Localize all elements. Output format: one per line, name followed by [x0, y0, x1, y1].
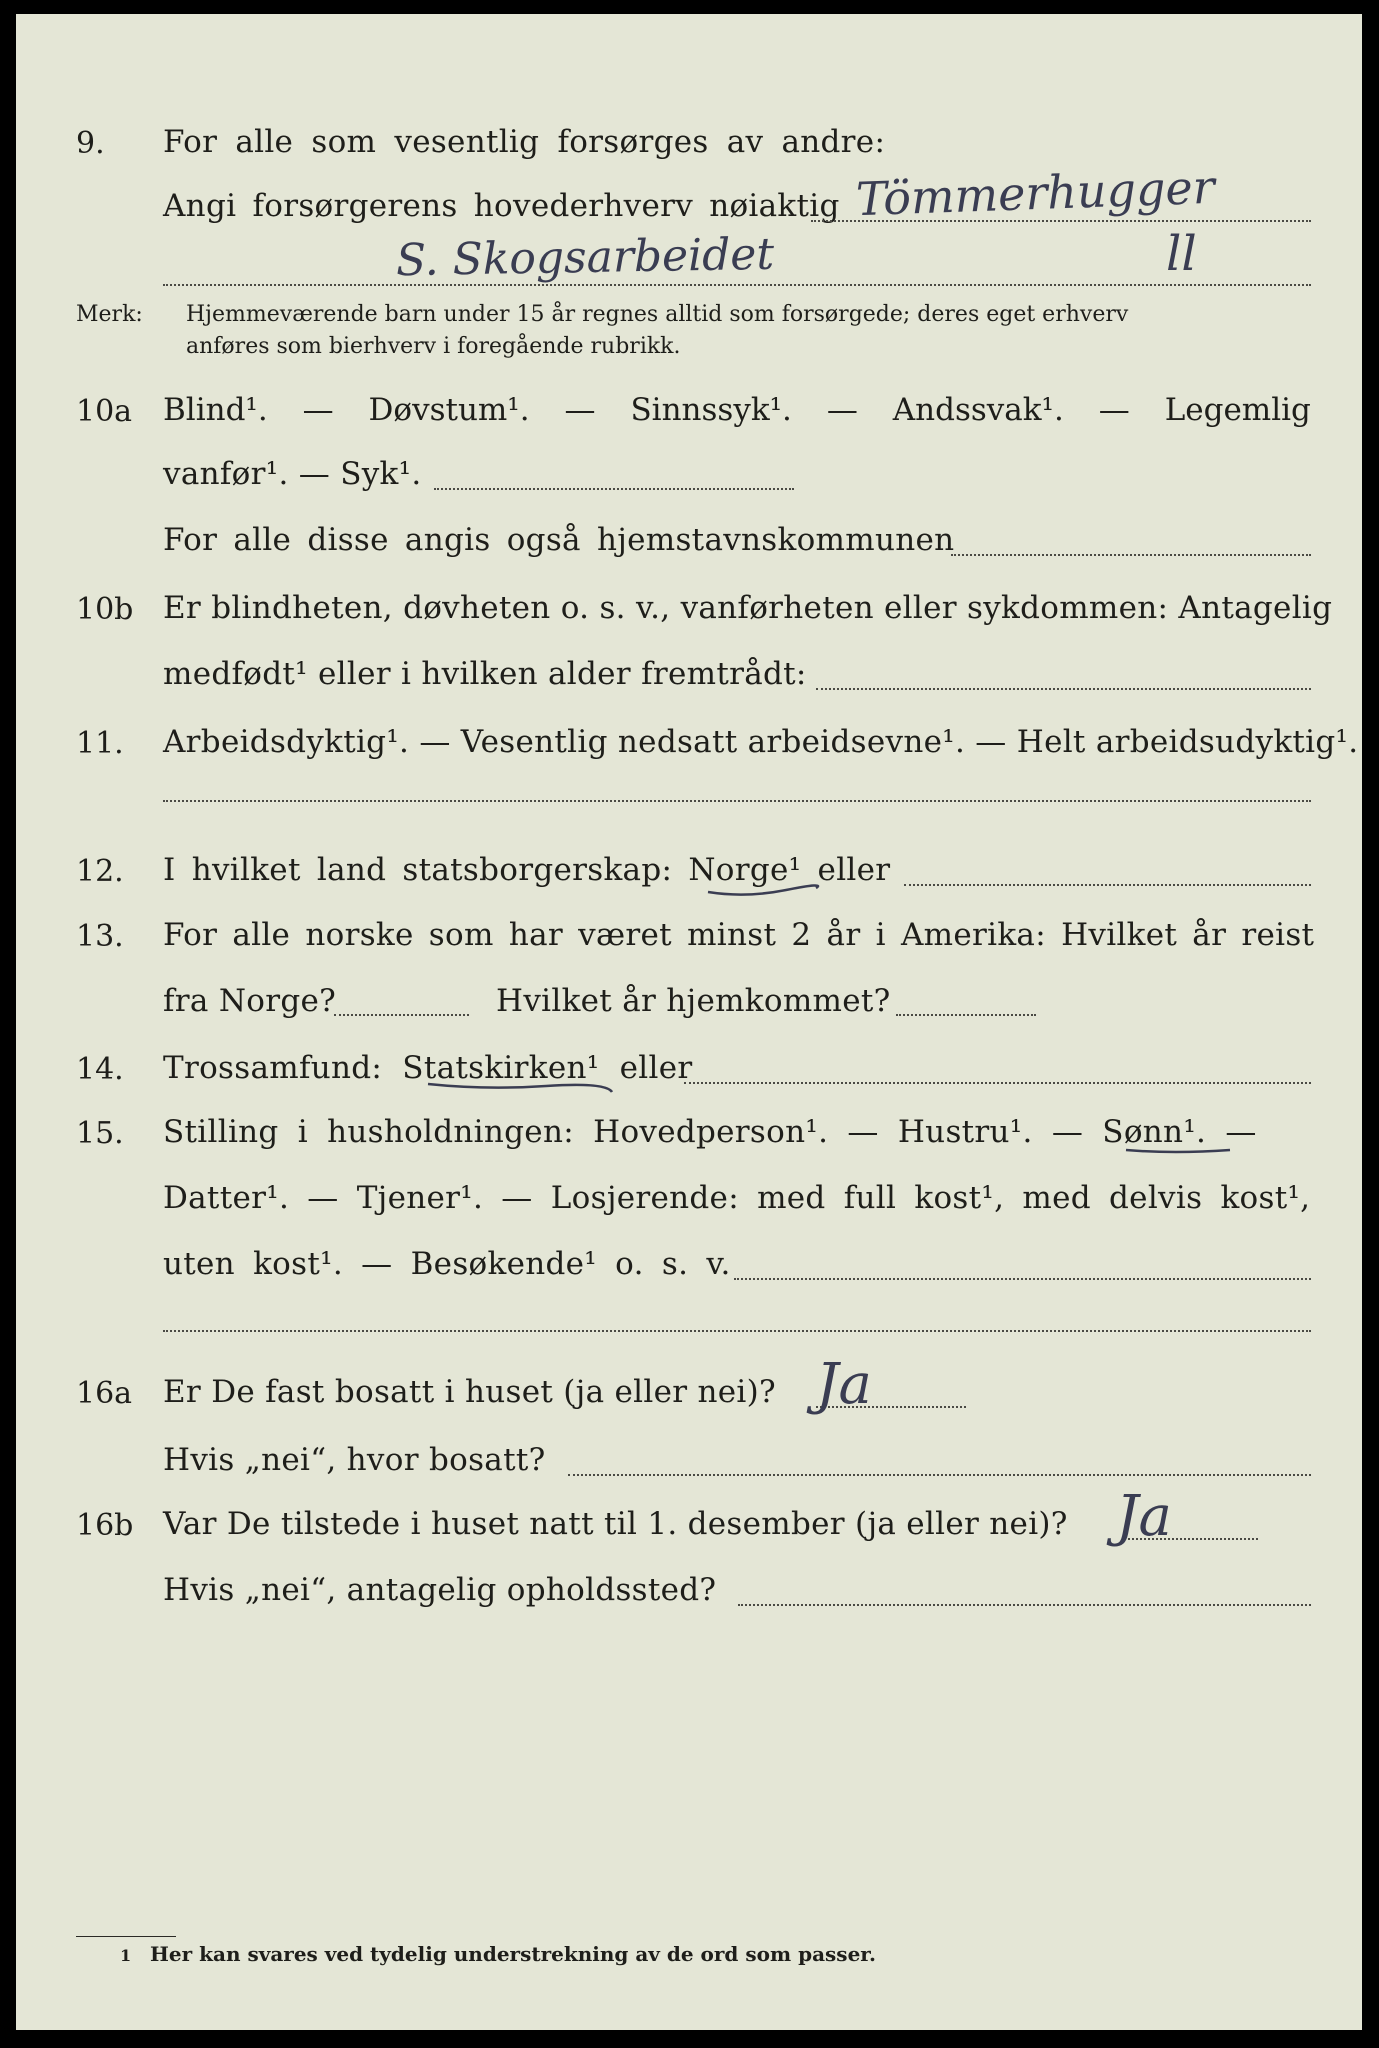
q10b-line2: medfødt¹ eller i hvilken alder fremtrådt:: [163, 656, 807, 692]
q9-handwritten-answer1: Tömmerhugger: [855, 159, 1216, 227]
q16b-line1: Var De tilstede i huset natt til 1. desember (ja eller nei)?: [163, 1506, 1068, 1542]
q14-answer-line[interactable]: [684, 1082, 1311, 1084]
q9-handwritten-answer2: S. Skogsarbeidet: [395, 228, 775, 287]
q14-number: 14.: [76, 1052, 124, 1087]
q10a-line2: vanfør¹. — Syk¹.: [163, 456, 422, 492]
q11-answer-line[interactable]: [163, 800, 1311, 802]
q16b-number: 16b: [76, 1508, 134, 1543]
q9-line1: For alle som vesentlig forsørges av andre:: [163, 124, 886, 160]
q15-line1: Stilling i husholdningen: Hovedperson¹. — Hustru¹. — Sønn¹. —: [163, 1114, 1257, 1150]
option-andssvak[interactable]: Andssvak¹.: [892, 392, 1064, 428]
dash: —: [1098, 392, 1130, 428]
footnote-text: Her kan svares ved tydelig understrekning av de ord som passer.: [150, 1942, 876, 1966]
q16a-bosatt-line[interactable]: [568, 1474, 1311, 1476]
q15-answer-line[interactable]: [734, 1278, 1311, 1280]
q10a-line3: For alle disse angis også hjemstavnskommunen: [163, 522, 955, 558]
q16b-line2: Hvis „nei“, antagelig opholdssted?: [163, 1572, 717, 1608]
norge-underline: [706, 884, 826, 904]
census-form-page: [16, 14, 1362, 2030]
footnote-marker: 1: [120, 1946, 132, 1965]
option-legemlig[interactable]: Legemlig: [1164, 392, 1311, 428]
q10a-syk-line[interactable]: [434, 488, 794, 490]
q10a-hjemstavn-line[interactable]: [951, 554, 1311, 556]
q13-line1: For alle norske som har været minst 2 år i Amerika: Hvilket år reist: [163, 917, 1315, 953]
dash: —: [564, 392, 596, 428]
option-dovstum[interactable]: Døvstum¹.: [368, 392, 530, 428]
q16a-line2: Hvis „nei“, hvor bosatt?: [163, 1442, 546, 1478]
q10a-number: 10a: [76, 394, 133, 429]
q11-line1: Arbeidsdyktig¹. — Vesentlig nedsatt arbeidsevne¹. — Helt arbeidsudyktig¹.: [163, 724, 1359, 760]
q13-line2a: fra Norge?: [163, 983, 337, 1019]
q13-number: 13.: [76, 919, 124, 954]
q10b-answer-line[interactable]: [816, 688, 1311, 690]
dash: —: [826, 392, 858, 428]
q10b-line1: Er blindheten, døvheten o. s. v., vanførheten eller sykdommen: Antagelig: [163, 590, 1333, 626]
q16a-number: 16a: [76, 1376, 133, 1411]
q12-line1: I hvilket land statsborgerskap: Norge¹ eller: [163, 852, 891, 888]
footnote-rule: [76, 1936, 176, 1937]
q15-line2: Datter¹. — Tjener¹. — Losjerende: med full kost¹, med delvis kost¹,: [163, 1180, 1311, 1216]
q12-number: 12.: [76, 854, 124, 889]
q11-number: 11.: [76, 726, 124, 761]
q12-answer-line[interactable]: [904, 884, 1311, 886]
dash: —: [302, 392, 334, 428]
q9-number: 9.: [76, 126, 105, 161]
q16b-opholdssted-line[interactable]: [738, 1604, 1311, 1606]
q13-reist-line[interactable]: [334, 1014, 469, 1016]
q15-extra-line[interactable]: [163, 1330, 1311, 1332]
option-sinnssyk[interactable]: Sinnssyk¹.: [630, 392, 792, 428]
q16b-handwritten-answer: Ja: [1116, 1484, 1172, 1549]
merk-line2: anføres som bierhverv i foregående rubrikk.: [186, 334, 681, 359]
q13-line2b: Hvilket år hjemkommet?: [496, 983, 891, 1019]
merk-line1: Hjemmeværende barn under 15 år regnes alltid som forsørgede; deres eget erhverv: [186, 302, 1129, 327]
q16a-line1: Er De fast bosatt i huset (ja eller nei)?: [163, 1374, 776, 1410]
q16a-handwritten-answer: Ja: [816, 1352, 872, 1417]
option-blind[interactable]: Blind¹.: [163, 392, 268, 428]
q9-handwritten-mark: ll: [1166, 226, 1197, 282]
merk-label: Merk:: [76, 302, 143, 327]
q9-answer-line2[interactable]: [163, 284, 1311, 286]
q10a-line1: [163, 392, 1311, 428]
q15-number: 15.: [76, 1116, 124, 1151]
sonn-underline: [1124, 1144, 1234, 1160]
q15-line3: uten kost¹. — Besøkende¹ o. s. v.: [163, 1246, 731, 1282]
statskirken-underline: [426, 1078, 616, 1098]
q14-line1: Trossamfund: Statskirken¹ eller: [163, 1050, 693, 1086]
q9-line2: Angi forsørgerens hovederhverv nøiaktig: [163, 188, 840, 224]
q13-hjemkommet-line[interactable]: [896, 1014, 1036, 1016]
q10b-number: 10b: [76, 592, 134, 627]
